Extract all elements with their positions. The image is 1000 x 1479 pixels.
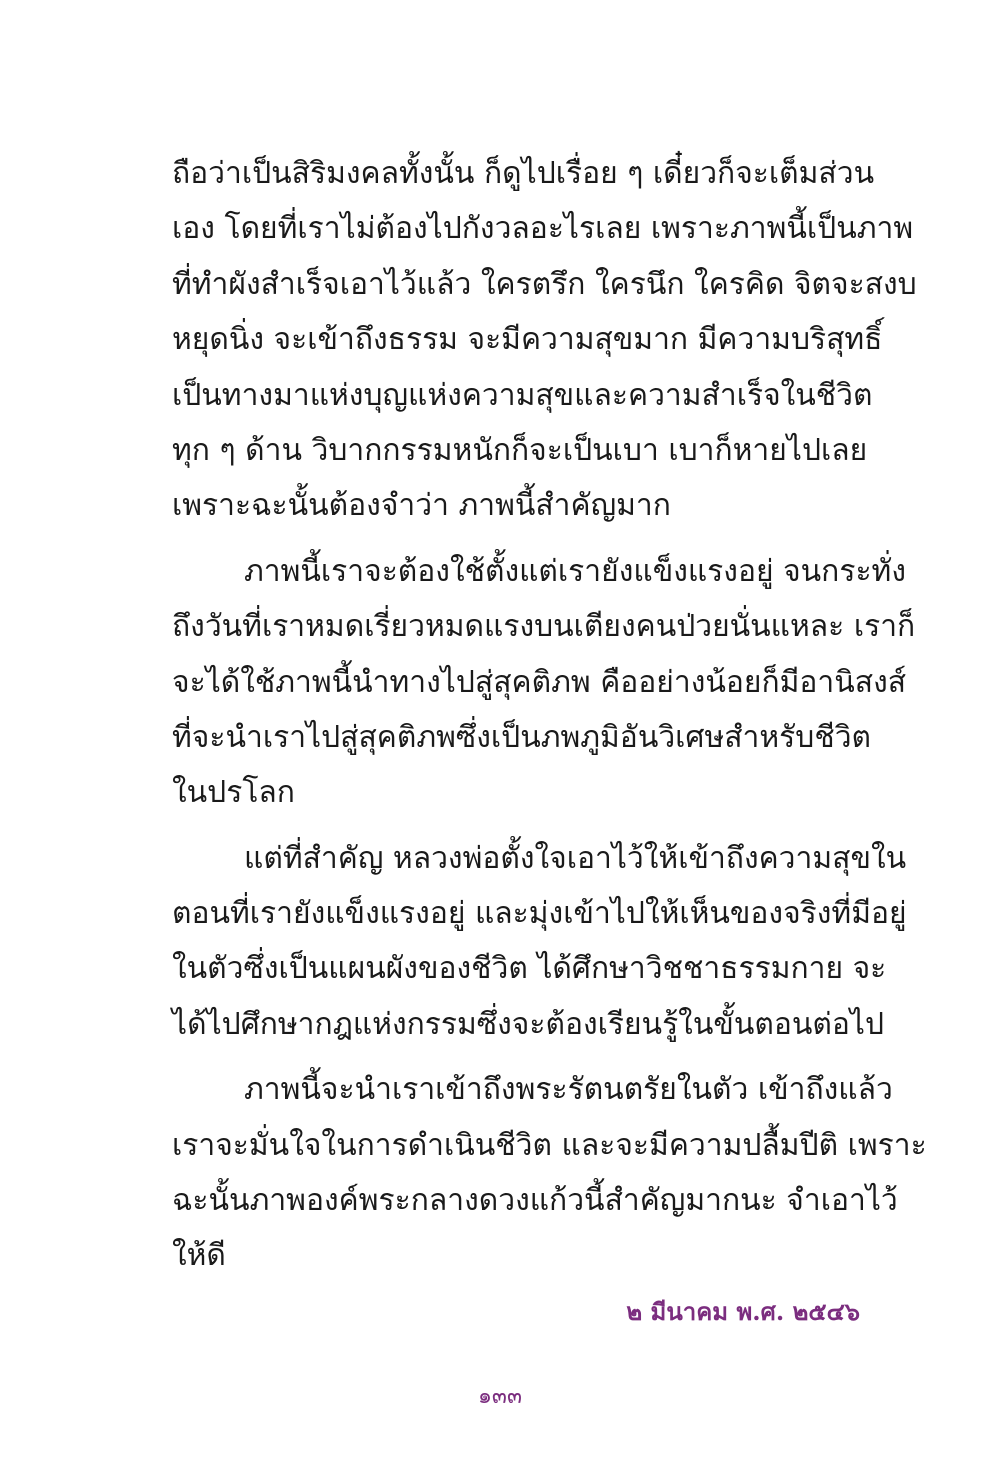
paragraph-4 bbox=[172, 1062, 927, 1284]
text-line: ให้ดี bbox=[172, 1238, 226, 1274]
text-line: ตอนที่เรายังแข็งแรงอยู่ และมุ่งเข้าไปให้เห็นของจริงที่มีอยู่ bbox=[172, 896, 907, 932]
text-line: หยุดนิ่ง จะเข้าถึงธรรม จะมีความสุขมาก มีความบริสุทธิ์ bbox=[172, 322, 883, 358]
text-line: แต่ที่สำคัญ หลวงพ่อตั้งใจเอาไว้ให้เข้าถึงความสุขใน bbox=[244, 840, 907, 876]
paragraph-2 bbox=[172, 544, 916, 821]
text-line: ภาพนี้เราจะต้องใช้ตั้งแต่เรายังแข็งแรงอยู่ จนกระทั่ง bbox=[244, 553, 906, 589]
page-number: ๑๓๓ bbox=[477, 1384, 523, 1409]
text-line: ที่ทำผังสำเร็จเอาไว้แล้ว ใครตรึก ใครนึก ใครคิด จิตจะสงบ bbox=[172, 266, 917, 302]
text-line: ทุก ๆ ด้าน วิบากกรรมหนักก็จะเป็นเบา เบาก็หายไปเลย bbox=[172, 432, 868, 468]
text-line: ภาพนี้จะนำเราเข้าถึงพระรัตนตรัยในตัว เข้าถึงแล้ว bbox=[244, 1072, 893, 1108]
paragraph-3 bbox=[172, 831, 907, 1053]
text-line: ถึงวันที่เราหมดเรี่ยวหมดแรงบนเตียงคนป่วยนั่นแหละ เราก็ bbox=[172, 609, 916, 645]
text-line: ในปรโลก bbox=[172, 775, 295, 811]
paragraph-1 bbox=[172, 146, 917, 534]
body-text bbox=[172, 146, 927, 1294]
text-line: เพราะฉะนั้นต้องจำว่า ภาพนี้สำคัญมาก bbox=[172, 488, 671, 524]
text-line: ถือว่าเป็นสิริมงคลทั้งนั้น ก็ดูไปเรื่อย ๆ เดี๋ยวก็จะเต็มส่วน bbox=[172, 156, 875, 191]
text-line: ในตัวซึ่งเป็นแผนผังของชีวิต ได้ศึกษาวิชชาธรรมกาย จะ bbox=[172, 951, 887, 987]
text-line: เอง โดยที่เราไม่ต้องไปกังวลอะไรเลย เพราะภาพนี้เป็นภาพ bbox=[172, 211, 914, 247]
text-line: ที่จะนำเราไปสู่สุคติภพซึ่งเป็นภพภูมิอันวิเศษสำหรับชีวิต bbox=[172, 719, 872, 755]
text-line: จะได้ใช้ภาพนี้นำทางไปสู่สุคติภพ คืออย่างน้อยก็มีอานิสงส์ bbox=[172, 664, 907, 700]
text-line: เราจะมั่นใจในการดำเนินชีวิต และจะมีความปลื้มปีติ เพราะ bbox=[172, 1127, 927, 1163]
text-line: เป็นทางมาแห่งบุญแห่งความสุขและความสำเร็จในชีวิต bbox=[172, 377, 873, 413]
text-line: ได้ไปศึกษากฎแห่งกรรมซึ่งจะต้องเรียนรู้ในขั้นตอนต่อไป bbox=[172, 1006, 884, 1042]
date-signature: ๒ มีนาคม พ.ศ. ๒๕๔๖ bbox=[626, 1297, 860, 1326]
text-line: ฉะนั้นภาพองค์พระกลางดวงแก้วนี้สำคัญมากนะ จำเอาไว้ bbox=[172, 1183, 898, 1219]
